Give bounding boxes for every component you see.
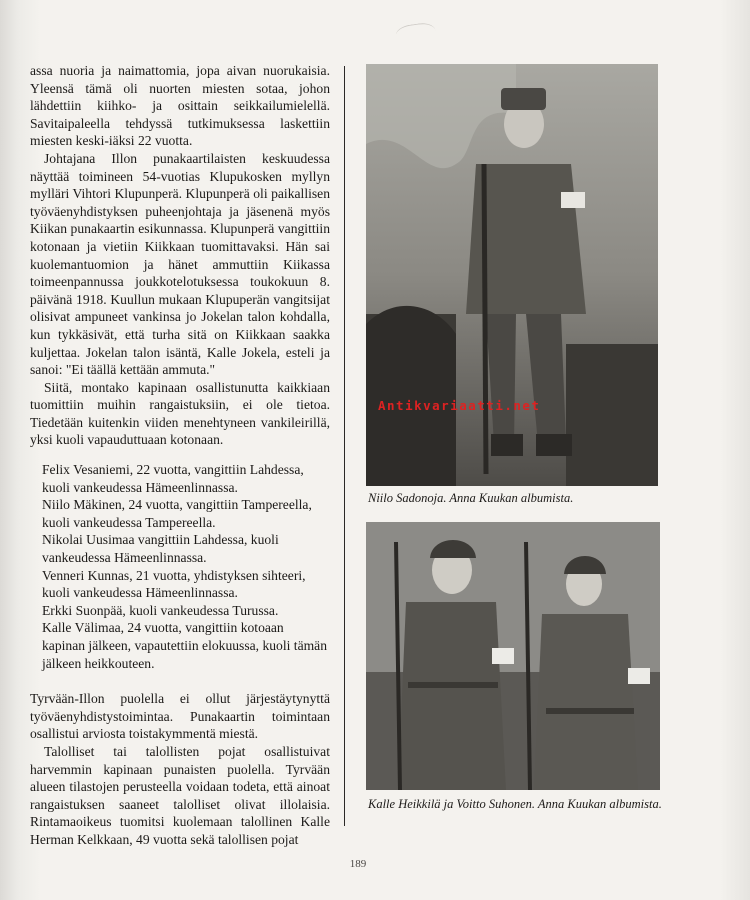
photo-heikkila-suhonen: [366, 522, 660, 790]
list-item: Venneri Kunnas, 21 vuotta, yhdistyksen sihteeri, kuoli vankeudessa Hämeenlinnassa.: [42, 567, 306, 601]
watermark: Antikvariaatti.net: [378, 398, 541, 413]
casualty-list: [30, 461, 330, 672]
page-number: 189: [349, 858, 367, 870]
paragraph-1: assa nuoria ja naimattomia, jopa aivan nuorukaisia. Yleensä tämä oli nuorten miesten sotaa, johon lähdettiin kiihko- ja osittain seikkailumielellä. Savitaipaleella tehdyssä tutkimuksessa laskettiin miesten keski-iäksi 22 vuotta.: [30, 63, 330, 149]
two-soldiers-image: [366, 522, 660, 790]
paragraph-3: Siitä, montako kapinaan osallistunutta kaikkiaan tuomittiin muihin rangaistuksiin, ei ole tietoa. Tiedetään kuitenkin viiden menehtyneen vankileirillä, yksi kuoli vapauduttuaan kotonaan.: [30, 379, 330, 448]
photo-caption-2: Kalle Heikkilä ja Voitto Suhonen. Anna Kuukan albumista.: [368, 797, 662, 811]
paragraph-5: Talolliset tai talollisten pojat osallistuivat harvemmin kapinaan punaisten puolella. Tyrvään alueen tilastojen perusteella voidaan todeta, että ainoat rangaistuksen saaneet talolliset olivat illolaisia. Rintamaoikeus tuomitsi kuolemaan talollinen Kalle Herman Kelkkaan, 49 vuotta sekä talollisen pojat: [30, 743, 330, 847]
list-item: Niilo Mäkinen, 24 vuotta, vangittiin Tampereella, kuoli vankeudessa Tampereella.: [42, 497, 312, 530]
paragraph-4: Tyrvään-Illon puolella ei ollut järjestäytynyttä työväenyhdistystoimintaa. Punakaartin toimintaan osallistui arviosta toistakymmentä miestä.: [30, 691, 330, 742]
paragraph-2: Johtajana Illon punakaartilaisten keskuudessa näyttää toimineen 54-vuotias Klupukosken myllyn mylläri Vihtori Klupunperä. Klupunperä oli paikallisen työväenyhdistyksen puheenjohtaja ja jäsenenä myös Kiikan punakaartin esikunnassa. Klupunperä vangittiin kotonaan ja vietiin Kiikkaan tuomittavaksi. Hän sai kuolemantuomion ja hänet ammuttiin Kiikassa toimeenpannussa joukkotelotuksessa toukokuun 8. päivänä 1918. Kuullun mukaan Klupuperän vangitsijat olisivat ampuneet vankinsa jo Jokelan talon kohdalla, kun tykkäsivät, että turha sitä on Kiikkaan saakka kuljettaa. Jokelan talon isäntä, Kalle Jokela, esteli ja sanoi: "Ei täällä kettään ammuta.": [30, 150, 330, 378]
body-text-column: [30, 62, 330, 849]
soldier-portrait-image: [366, 64, 658, 486]
list-item: Felix Vesaniemi, 22 vuotta, vangittiin Lahdessa, kuoli vankeudessa Hämeenlinnassa.: [42, 462, 304, 495]
photo-niilo-sadonoja: [366, 64, 658, 486]
photo-caption-1: Niilo Sadonoja. Anna Kuukan albumista.: [368, 491, 574, 505]
list-item: Nikolai Uusimaa vangittiin Lahdessa, kuoli vankeudessa Hämeenlinnassa.: [42, 532, 279, 566]
column-divider: [344, 66, 345, 826]
list-item: Kalle Välimaa, 24 vuotta, vangittiin kotoaan kapinan jälkeen, vapautettiin elokuussa, kuoli tämän jälkeen heikkouteen.: [42, 620, 328, 671]
list-item: Erkki Suonpää, kuoli vankeudessa Turussa.: [42, 602, 279, 618]
